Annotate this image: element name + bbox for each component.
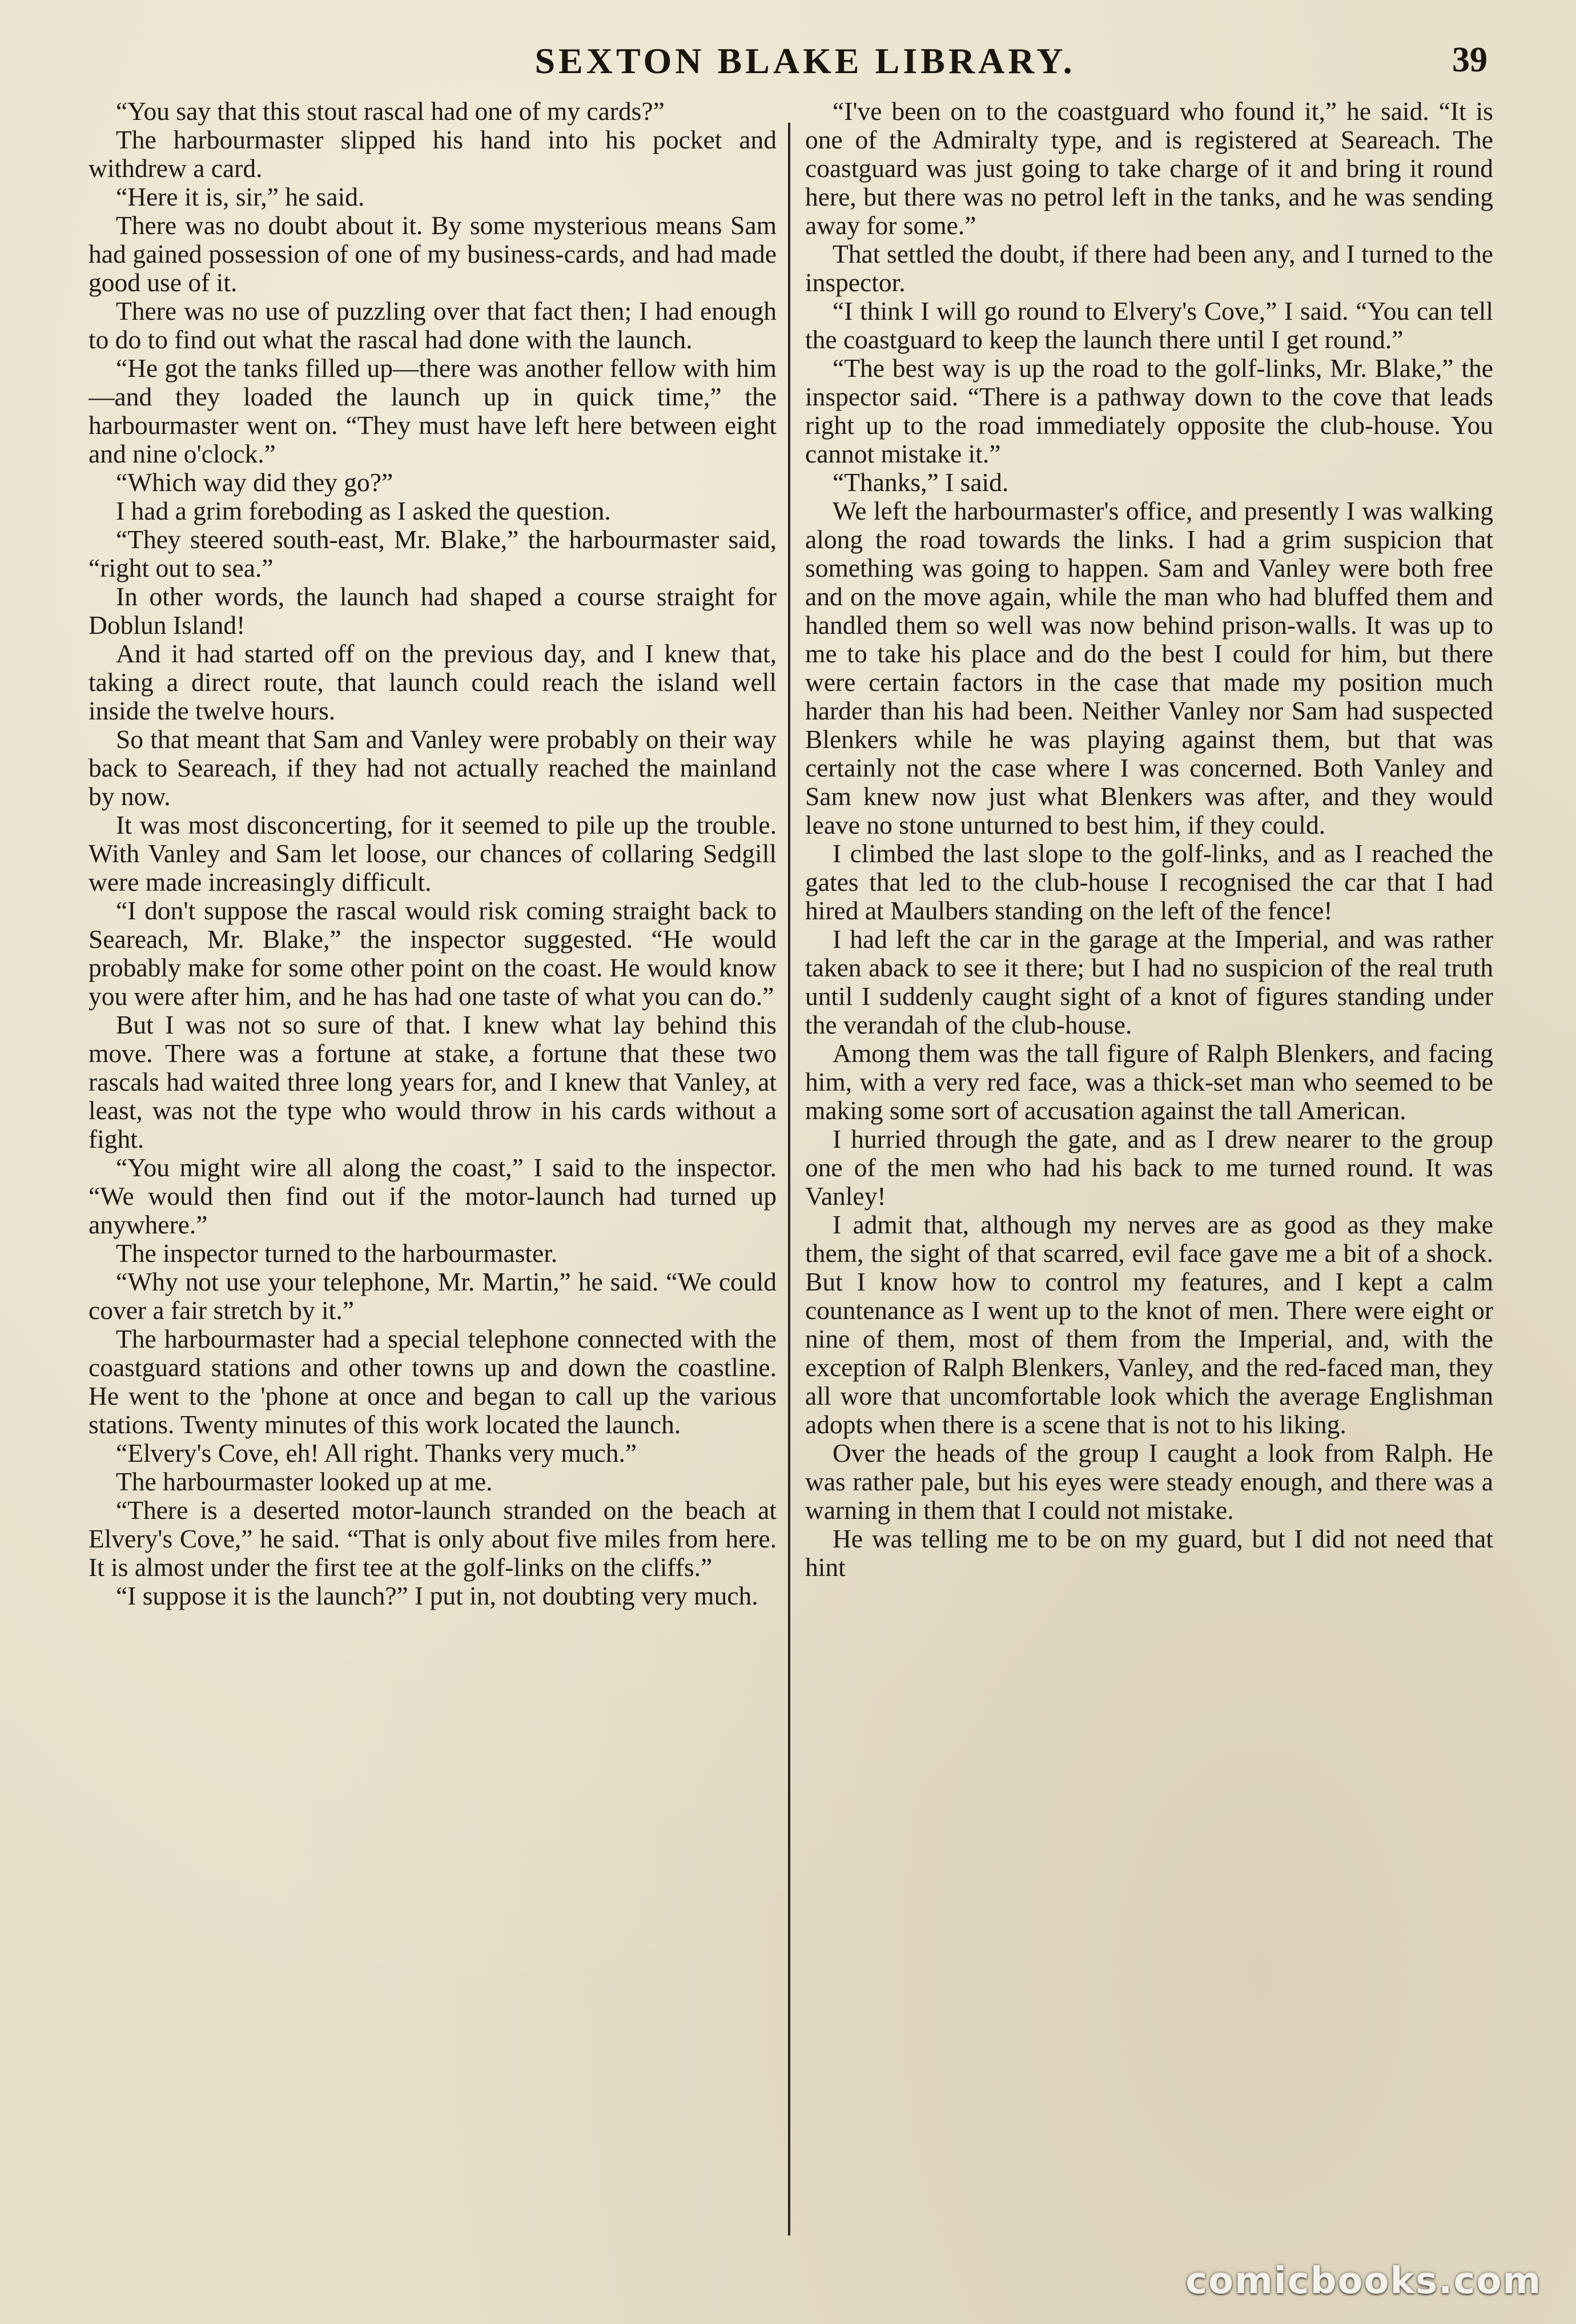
paragraph: It was most disconcerting, for it seemed to pile up the trouble. With Vanley and Sam let loose, our chances of collaring Sedgill were made increasingly difficult. [89, 810, 777, 896]
right-column [805, 97, 1493, 2238]
paragraph: “Here it is, sir,” he said. [116, 182, 365, 211]
paragraph: The harbourmaster looked up at me. [116, 1467, 493, 1496]
paragraph: I climbed the last slope to the golf-links, and as I reached the gates that led to the club-house I recognised the car that I had hired at Maulbers standing on the left of the fence! [805, 839, 1493, 925]
paragraph: That settled the doubt, if there had been any, and I turned to the inspector. [805, 239, 1493, 297]
page-number: 39 [1452, 41, 1487, 79]
paragraph: “Which way did they go?” [116, 468, 393, 497]
paragraph: I hurried through the gate, and as I drew nearer to the group one of the men who had his back to me turned round. It was Vanley! [805, 1124, 1493, 1211]
paragraph: “I've been on to the coastguard who found it,” he said. “It is one of the Admiralty type, and is registered at Seareach. The coastguard was just going to take charge of it and bring it round here, but there was no petrol left in the tanks, and he was sending away for some.” [805, 97, 1493, 240]
paragraph: The inspector turned to the harbourmaster. [116, 1239, 558, 1268]
paragraph: The harbourmaster slipped his hand into his pocket and withdrew a card. [89, 125, 777, 183]
paragraph: “Elvery's Cove, eh! All right. Thanks very much.” [116, 1438, 637, 1467]
paragraph: “You say that this stout rascal had one of my cards?” [116, 97, 665, 126]
paragraph: But I was not so sure of that. I knew what lay behind this move. There was a fortune at stake, a fortune that these two rascals had waited three long years for, and I knew that Vanley, at least, was not the type who would throw in his cards without a fight. [89, 1010, 777, 1153]
paragraph: There was no doubt about it. By some mysterious means Sam had gained possession of one of my business-cards, and had made good use of it. [89, 211, 777, 297]
paragraph: The harbourmaster had a special telephone connected with the coastguard stations and other towns up and down the coastline. He went to the 'phone at once and began to call up the various stations. Twenty minutes of this work located the launch. [89, 1324, 777, 1439]
paragraph: And it had started off on the previous day, and I knew that, taking a direct route, that launch could reach the island well inside the twelve hours. [89, 639, 777, 725]
watermark-logo: comicbooks.com [1185, 2260, 1542, 2302]
paragraph: “I don't suppose the rascal would risk coming straight back to Seareach, Mr. Blake,” the inspector suggested. “He would probably make for some other point on the coast. He would know you were after him, and he has had one taste of what you can do.” [89, 896, 777, 1011]
paragraph: “I suppose it is the launch?” I put in, not doubting very much. [116, 1581, 758, 1610]
paragraph: “Thanks,” I said. [833, 468, 1009, 497]
paragraph: He was telling me to be on my guard, but I did not need that hint [805, 1524, 1493, 1582]
paragraph: We left the harbourmaster's office, and presently I was walking along the road towards the links. I had a grim suspicion that something was going to happen. Sam and Vanley were both free and on the move again, while the man who had bluffed them and handled them so well was now behind prison-walls. It was up to me to take his place and do the best I could for him, but there were certain factors in the case that made my position much harder than his had been. Neither Vanley nor Sam had suspected Blenkers while he was playing against them, but that was certainly not the case where I was concerned. Both Vanley and Sam knew now just what Blenkers was after, and they would leave no stone unturned to best him, if they could. [805, 496, 1493, 839]
paragraph: “There is a deserted motor-launch stranded on the beach at Elvery's Cove,” he said. “That is only about five miles from here. It is almost under the first tee at the golf-links on the cliffs.” [89, 1495, 777, 1582]
paragraph: In other words, the launch had shaped a course straight for Doblun Island! [89, 582, 777, 640]
paragraph: “They steered south-east, Mr. Blake,” the harbourmaster said, “right out to sea.” [89, 525, 777, 582]
paragraph: I had a grim foreboding as I asked the question. [116, 496, 611, 525]
left-column [89, 97, 777, 2238]
paragraph: “Why not use your telephone, Mr. Martin,” he said. “We could cover a fair stretch by it.” [89, 1267, 777, 1325]
paragraph: I had left the car in the garage at the Imperial, and was rather taken aback to see it there; but I had no suspicion of the real truth until I suddenly caught sight of a knot of figures standing under the verandah of the club-house. [805, 924, 1493, 1039]
running-head: SEXTON BLAKE LIBRARY. [534, 41, 1076, 81]
paragraph: There was no use of puzzling over that fact then; I had enough to do to find out what the rascal had done with the launch. [89, 296, 777, 354]
paragraph: “He got the tanks filled up—there was another fellow with him—and they loaded the launch up in quick time,” the harbourmaster went on. “They must have left here between eight and nine o'clock.” [89, 353, 777, 468]
paragraph: Over the heads of the group I caught a look from Ralph. He was rather pale, but his eyes were steady enough, and there was a warning in them that I could not mistake. [805, 1438, 1493, 1525]
column-divider [788, 123, 790, 2235]
paragraph: Among them was the tall figure of Ralph Blenkers, and facing him, with a very red face, was a thick-set man who seemed to be making some sort of accusation against the tall American. [805, 1039, 1493, 1125]
paragraph: “The best way is up the road to the golf-links, Mr. Blake,” the inspector said. “There is a pathway down to the cove that leads right up to the road immediately opposite the club-house. You cannot mistake it.” [805, 353, 1493, 468]
paragraph: “You might wire all along the coast,” I said to the inspector. “We would then find out if the motor-launch had turned up anywhere.” [89, 1153, 777, 1239]
paragraph: So that meant that Sam and Vanley were probably on their way back to Seareach, if they had not actually reached the mainland by now. [89, 725, 777, 811]
paragraph: “I think I will go round to Elvery's Cove,” I said. “You can tell the coastguard to keep the launch there until I get round.” [805, 296, 1493, 354]
paragraph: I admit that, although my nerves are as good as they make them, the sight of that scarred, evil face gave me a bit of a shock. But I know how to control my features, and I kept a calm countenance as I went up to the knot of men. There were eight or nine of them, most of them from the Imperial, and, with the exception of Ralph Blenkers, Vanley, and the red-faced man, they all wore that uncomfortable look which the average Englishman adopts when there is a scene that is not to his liking. [805, 1210, 1493, 1439]
